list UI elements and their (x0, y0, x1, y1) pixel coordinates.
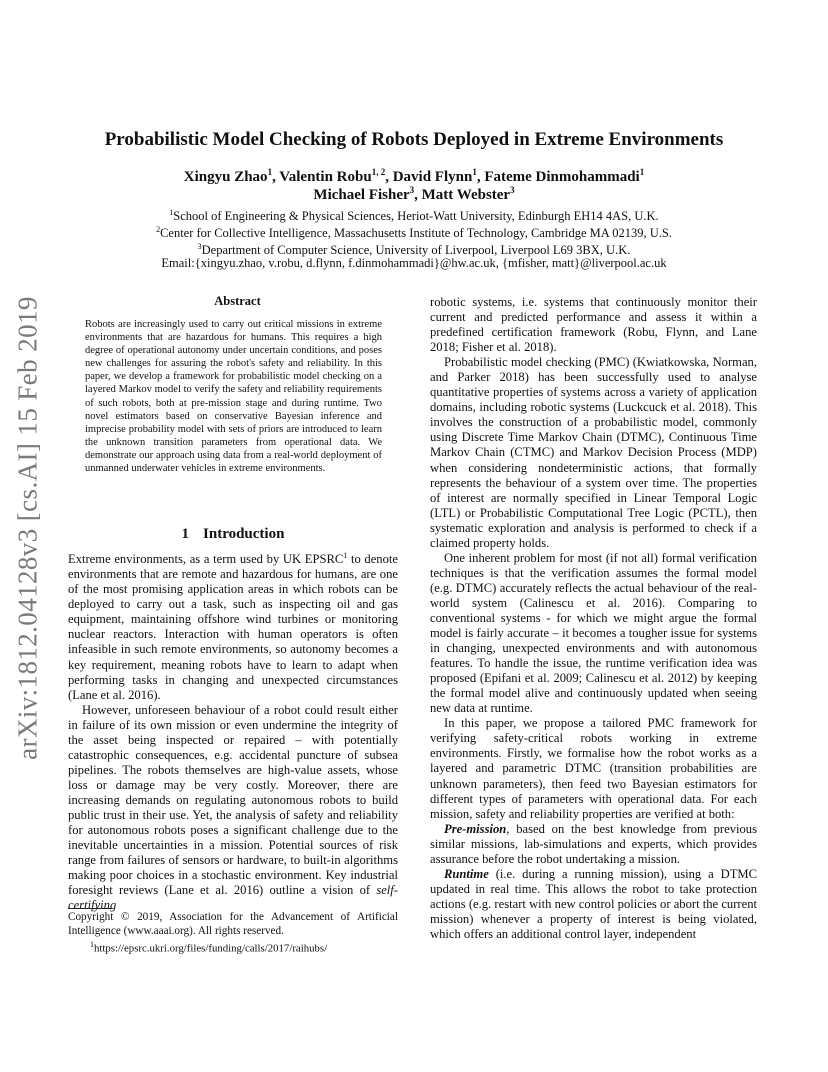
author-affiliation-mark: 1 (472, 167, 477, 177)
intro-paragraph-1: Extreme environments, as a term used by UK EPSRC$^1$ to denote environments that are remote and hazardous for humans, are one of the most promising application areas in which robots can be deployed to carry out a task, such as inspecting oil and gas equipment, maintaining offshore wind turbines or monitoring nuclear reactors. Interaction with human operators is often infeasible in such remote environments, so autonomy becomes a key requirement, meaning robots have to learn to adapt when performing tasks in changing and unexpected circumstances (Lane et al. 2016). (68, 551, 398, 702)
author-affiliation-mark: 3 (409, 185, 415, 195)
footnote-marker: 1 (343, 551, 348, 560)
author-name: Valentin Robu (279, 169, 372, 185)
author-affiliation-mark: 1 (639, 167, 645, 177)
arxiv-stamp (8, 292, 48, 764)
author-line-2: Michael Fisher$^3$, Matt Webster$^3$ (313, 185, 515, 203)
intro-paragraph-pre-mission: Pre-mission, based on the best knowledge from previous similar missions, lab-simulations and experts, which provides assurance before the robot undertaking a mission. (430, 821, 757, 866)
abstract-text: Robots are increasingly used to carry out critical missions in extreme environments that are hazardous for humans. This requires a high degree of operational autonomy under uncertain conditions, and poses new challenges for assuring the robot's safety and reliability. In this paper, we develop a framework for probabilistic model checking on a layered Markov model to verify the safety and reliability requirements of such robots, both at pre-mission stage and during runtime. Two novel estimators based on conservative Bayesian inference and imprecise probability model with sets of priors are introduced to learn the unknown transition parameters from operational data. We demonstrate our approach using data from a real-world deployment of unmanned underwater vehicles in extreme environments. (85, 319, 382, 475)
author-name: Xingyu Zhao (183, 169, 268, 185)
footnote-divider (68, 908, 112, 909)
section-title: Introduction (203, 526, 285, 542)
abstract-heading: Abstract (214, 294, 261, 308)
paper-title: Probabilistic Model Checking of Robots Deployed in Extreme Environments (104, 129, 724, 150)
copyright-notice: Copyright © 2019, Association for the Advancement of Artificial Intelligence (www.aaai.org). All rights reserved. (68, 911, 398, 937)
intro-paragraph-3: Probabilistic model checking (PMC) (Kwiatkowska, Norman, and Parker 2018) has been successfully used to analyse quantitative properties of systems across a variety of application domains, including robotic systems (Luckcuck et al. 2018). This involves the construction of a probabilistic model, commonly using Discrete Time Markov Chain (DTMC), Continuous Time Markov Chain (CTMC) and Markov Decision Process (MDP) when considering nondeterministic actions, that formally represents the behaviour of a system over time. The properties of interest are normally specified in Linear Temporal Logic (LTL) or Probabilistic Computational Tree Logic (PCTL), then systematic exploration and analysis is performed to check if a claimed property holds. (430, 355, 757, 550)
arxiv-stamp-text: arXiv:1812.04128v3 [cs.AI] 15 Feb 2019 (12, 296, 43, 760)
affiliation-3: $^3$Department of Computer Science, University of Liverpool, Liverpool L69 3BX, U.K. (197, 242, 631, 258)
author-affiliation-mark: 1, 2 (371, 167, 386, 177)
author-line-1: Xingyu Zhao$^1$, Valentin Robu$^{1, 2}$, David Flynn$^1$, Fateme Dinmohammadi$^1$ (183, 167, 645, 185)
intro-paragraph-2: However, unforeseen behaviour of a robot could result either in failure of its own mission or even undermine the integrity of the asset being inspected or repaired – with potentially catastrophic consequences, e.g. accidental puncture of subsea pipelines. The robots themselves are high-value assets, whose loss or damage may be very costly. Moreover, there are increasing demands on regulating autonomous robots to build public trust in their use. Yet, the analysis of safety and reliability for autonomous robots poses a significant challenge due to the inevitable uncertainties in a mission. Potential sources of risk range from failures of sensors or hardware, to built-in algorithms making poor choices in a stochastic environment. Key industrial foresight reviews (Lane et al. 2016) outline a vision of self-certifying (68, 702, 398, 913)
section-number: 1 (181, 526, 190, 542)
author-name: Fateme Dinmohammadi (484, 169, 640, 185)
author-affiliation-mark: 1 (267, 167, 273, 177)
right-column-body (430, 295, 757, 942)
intro-paragraph-runtime: Runtime (i.e. during a running mission), using a DTMC updated in real time. This allows the robot to take protection actions (e.g. restart with new control policies or abort the current mission) whenever a property of interest is being violated, which offers an additional control layer, independent (430, 866, 757, 941)
affiliation-1: $^1$School of Engineering & Physical Sciences, Heriot-Watt University, Edinburgh EH14 4AS, U.K. (169, 208, 659, 224)
intro-paragraph-2-continued: robotic systems, i.e. systems that continuously monitor their current and predicted performance and assess it within a predefined certification framework (Robu, Flynn, and Lane 2018; Fisher et al. 2018). (430, 295, 757, 355)
author-affiliation-mark: 3 (510, 185, 515, 195)
affiliation-2: $^2$Center for Collective Intelligence, Massachusetts Institute of Technology, Cambridge MA 02139, U.S. (156, 225, 672, 241)
section-heading-introduction (68, 526, 398, 543)
author-name: David Flynn (392, 169, 473, 185)
author-name: Matt Webster (421, 187, 511, 203)
footnote-url: https://epsrc.ukri.org/files/funding/calls/2017/raihubs/ (94, 942, 328, 955)
intro-paragraph-5: In this paper, we propose a tailored PMC framework for verifying safety-critical robots working in extreme environments. Firstly, we formalise how the robot works as a layered and parametric DTMC (transition probabilities are unknown parameters), then feed two Bayesian estimators for different types of parameters with operational data. For each mission, safety and reliability properties are verified at both: (430, 716, 757, 821)
intro-paragraph-4: One inherent problem for most (if not all) formal verification techniques is that the verification assumes the formal model (e.g. DTMC) accurately reflects the actual behaviour of the real-world system (Calinescu et al. 2016). Comparing to conventional systems - for which we might argue the formal model is fairly accurate – it becomes a tougher issue for systems in changing, unexpected environments and with autonomous features. To handle the issue, the runtime verification idea was proposed (Epifani et al. 2009; Calinescu et al. 2012) by keeping the formal model alive and continuously updated when seeing new data at runtime. (430, 550, 757, 716)
author-emails: Email:{xingyu.zhao, v.robu, d.flynn, f.dinmohammadi}@hw.ac.uk, {mfisher, matt}@liverpool.ac.uk (161, 256, 667, 270)
author-name: Michael Fisher (313, 187, 410, 203)
footnote: $^1$https://epsrc.ukri.org/files/funding/calls/2017/raihubs/ (90, 940, 328, 955)
left-column-body (68, 548, 398, 913)
